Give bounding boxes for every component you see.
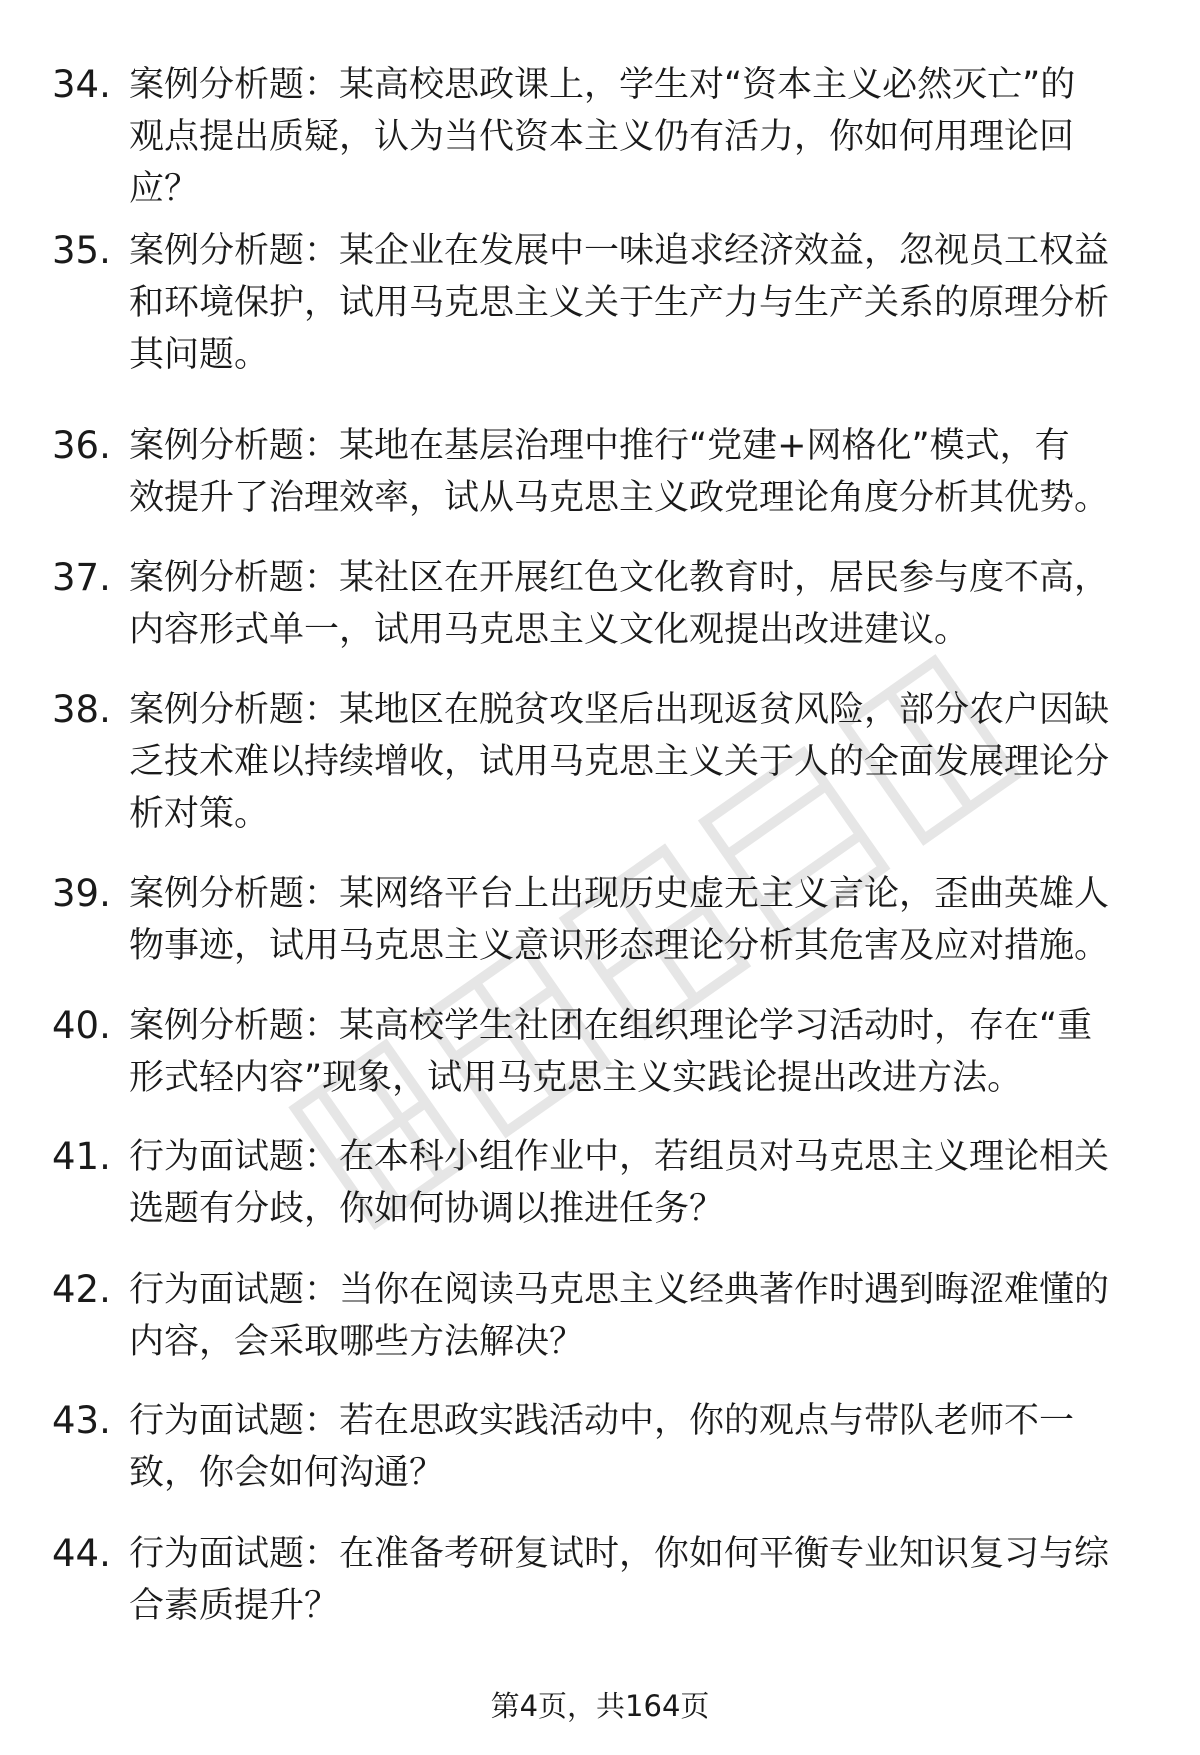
question-text-line: 案例分析题：某社区在开展红色文化教育时，居民参与度不高，	[129, 558, 1110, 598]
question-text-line: 行为面试题：在准备考研复试时，你如何平衡专业知识复习与综	[129, 1534, 1110, 1574]
question-number: 40.	[52, 1004, 111, 1047]
question-number: 39.	[52, 872, 111, 915]
question-text-line: 乏技术难以持续增收，试用马克思主义关于人的全面发展理论分	[129, 742, 1110, 782]
question-text-line: 内容，会采取哪些方法解决？	[129, 1322, 585, 1362]
question-number: 41.	[52, 1135, 111, 1178]
question-text-line: 案例分析题：某地区在脱贫攻坚后出现返贫风险，部分农户因缺	[129, 690, 1110, 730]
question-text-line: 内容形式单一，试用马克思主义文化观提出改进建议。	[129, 610, 970, 650]
question-text	[129, 1528, 1149, 1632]
page-number-footer: 第4页，共164页	[490, 1689, 710, 1723]
question-number: 43.	[52, 1399, 111, 1442]
question-text-line: 形式轻内容”现象，试用马克思主义实践论提出改进方法。	[129, 1058, 1023, 1098]
question-text-line: 致，你会如何沟通？	[129, 1453, 445, 1493]
question-text	[129, 1264, 1149, 1368]
question-text-line: 物事迹，试用马克思主义意识形态理论分析其危害及应对措施。	[129, 926, 1110, 966]
question-text	[129, 552, 1149, 656]
question-text	[129, 1395, 1149, 1499]
question-number: 36.	[52, 424, 111, 467]
question-number: 38.	[52, 688, 111, 731]
question-number: 35.	[52, 229, 111, 272]
question-text-line: 行为面试题：若在思政实践活动中，你的观点与带队老师不一	[129, 1401, 1075, 1441]
question-text-line: 行为面试题：当你在阅读马克思主义经典著作时遇到晦涩难懂的	[129, 1270, 1110, 1310]
question-text-line: 案例分析题：某地在基层治理中推行“党建+网格化”模式，有	[129, 426, 1070, 466]
question-text	[129, 684, 1149, 840]
question-number: 42.	[52, 1268, 111, 1311]
question-text	[129, 225, 1149, 381]
question-text-line: 案例分析题：某高校思政课上，学生对“资本主义必然灭亡”的	[129, 65, 1076, 105]
question-text-line: 选题有分歧，你如何协调以推进任务？	[129, 1189, 725, 1229]
question-text-line: 行为面试题：在本科小组作业中，若组员对马克思主义理论相关	[129, 1137, 1110, 1177]
question-text-line: 案例分析题：某企业在发展中一味追求经济效益，忽视员工权益	[129, 231, 1110, 271]
question-text-line: 应？	[129, 169, 200, 209]
question-text-line: 案例分析题：某高校学生社团在组织理论学习活动时，存在“重	[129, 1006, 1093, 1046]
question-text-line: 案例分析题：某网络平台上出现历史虚无主义言论，歪曲英雄人	[129, 874, 1110, 914]
question-text	[129, 1000, 1149, 1104]
question-text	[129, 868, 1149, 972]
question-text-line: 合素质提升？	[129, 1586, 340, 1626]
question-text	[129, 1131, 1149, 1235]
question-text	[129, 59, 1149, 215]
question-text-line: 其问题。	[129, 335, 270, 375]
question-number: 37.	[52, 556, 111, 599]
question-text-line: 效提升了治理效率，试从马克思主义政党理论角度分析其优势。	[129, 478, 1110, 518]
question-text-line: 观点提出质疑，认为当代资本主义仍有活力，你如何用理论回	[129, 117, 1075, 157]
question-number: 34.	[52, 63, 111, 106]
question-text-line: 和环境保护，试用马克思主义关于生产力与生产关系的原理分析	[129, 283, 1110, 323]
question-number: 44.	[52, 1532, 111, 1575]
question-text-line: 析对策。	[129, 794, 270, 834]
question-text	[129, 420, 1149, 524]
